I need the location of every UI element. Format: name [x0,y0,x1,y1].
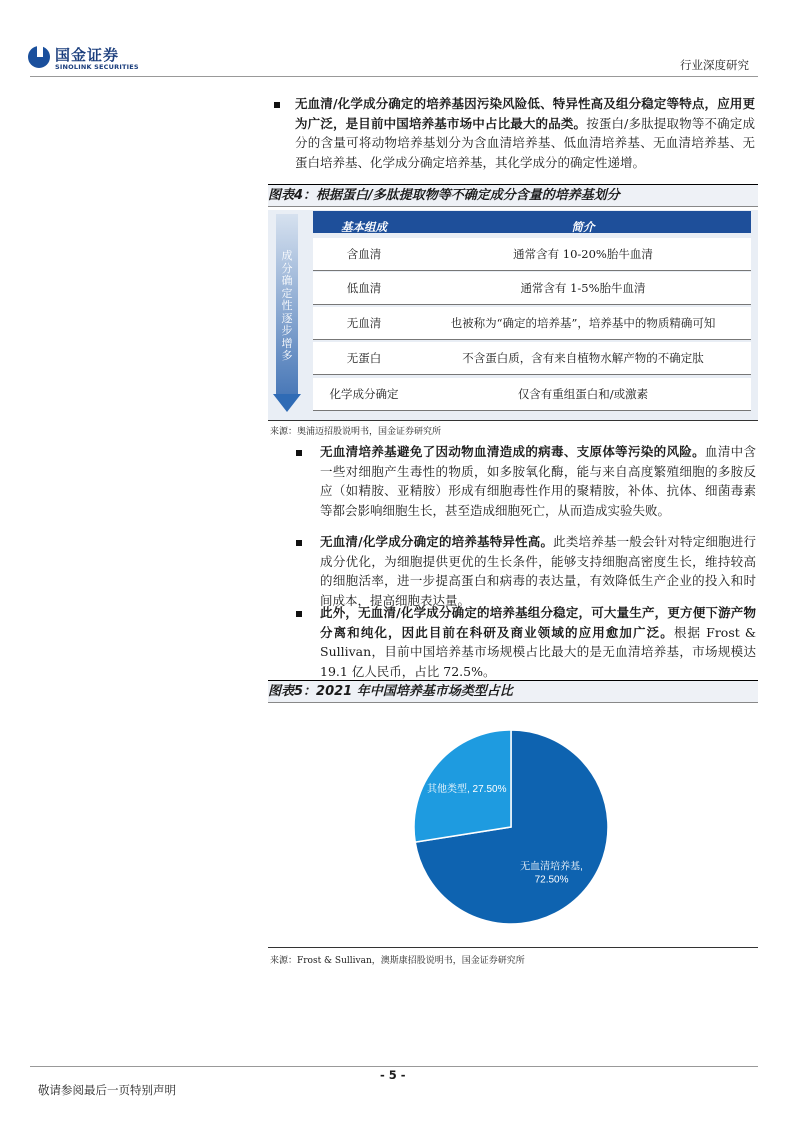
bullet3-normal: 根据 Frost & Sullivan，目前中国培养基市场规模占比最大的是无血清培养基，市场规模达 19.1 亿人民币，占比 72.5%。 [320,624,756,679]
logo-mark-icon [28,46,50,68]
row-desc: 仅含有重组蛋白和/或激素 [517,387,649,401]
row-type: 低血清 [346,281,382,295]
row-type: 无血清 [346,316,382,330]
intro-normal: 按蛋白/多肽提取物等不确定成分的含量可将动物培养基划分为含血清培养基、低血清培养基、无血清培养基、无蛋白培养基、化学成分确定培养基，其化学成分的确定性递增。 [295,115,755,170]
bullet-icon [296,611,302,617]
row-type: 化学成分确定 [329,387,399,401]
figure4-source: 来源：奥浦迈招股说明书，国金证券研究所 [270,427,442,437]
pie-chart-area [268,706,758,946]
disclaimer-note: 敬请参阅最后一页特别声明 [38,1083,176,1097]
bullet2-normal: 此类培养基一般会针对特定细胞进行成分优化，为细胞提供更优的生长条件，能够支持细胞高密度生长，维持较高的细胞活率，进一步提高蛋白和病毒的表达量，有效降低生产企业的投入和时间成本，提高细胞表达量。 [320,534,756,608]
bullet2-bold: 无血清/化学成分确定的培养基特异性高。 [320,534,554,549]
arrow-down-icon [273,394,301,412]
header-divider [30,76,758,77]
table-header-row [313,211,751,233]
row-type: 含血清 [346,247,382,261]
intro-paragraph [295,94,755,172]
figure5-title: 图表5：2021 年中国培养基市场类型占比 [268,680,758,703]
table-row [313,307,751,340]
table-row [313,238,751,271]
table-bottom-rule [268,420,758,421]
bullet3-bold: 此外，无血清/化学成分确定的培养基组分稳定，可大量生产，更方便下游产物分离和纯化，因此目前在科研及商业领域的应用愈加广泛。 [320,605,756,640]
row-desc: 也被称为“确定的培养基”，培养基中的物质精确可知 [450,316,716,330]
figure4-title: 图表4：根据蛋白/多肽提取物等不确定成分含量的培养基划分 [268,184,758,207]
table-row [313,272,751,305]
bullet-paragraph-2 [320,532,756,610]
bullet-paragraph-3 [320,603,756,681]
row-type: 无蛋白 [346,351,382,365]
bullet1-bold: 无血清培养基避免了因动物血清造成的病毒、支原体等污染的风险。 [320,444,705,459]
intro-bold: 无血清/化学成分确定的培养基因污染风险低、特异性高及组分稳定等特点，应用更为广泛，是目前中国培养基市场中占比最大的品类。 [295,96,755,131]
arrow-label: 成分确定性逐步增多 [281,249,293,362]
report-type: 行业深度研究 [680,58,749,72]
figure5-source: 来源：Frost & Sullivan，澳斯康招股说明书，国金证券研究所 [270,956,525,966]
table-row [313,378,751,411]
bullet-paragraph-1 [320,442,756,520]
pie-data-label: 无血清培养基, 72.50% [520,861,583,886]
row-desc: 通常含有 10-20%胎牛血清 [513,247,653,261]
figure5-bottom-rule [268,947,758,948]
bullet-icon [296,540,302,546]
row-desc: 通常含有 1-5%胎牛血清 [520,281,646,295]
logo-en-text: SINOLINK SECURITIES [55,63,139,71]
table-header-desc: 简介 [571,220,595,234]
page-number: - 5 - [380,1068,406,1082]
logo-cn-text: 国金证券 [55,46,120,64]
table-header-type: 基本组成 [341,220,387,234]
bullet1-normal: 血清中含一些对细胞产生毒性的物质，如多胺氧化酶，能与来自高度繁殖细胞的多胺反应（如精胺、亚精胺）形成有细胞毒性作用的聚精胺，补体、抗体、细菌毒素等都会影响细胞生长，甚至造成细胞死亡，从而造成实验失败。 [320,444,756,518]
bullet-icon [274,102,280,108]
footer-divider [30,1066,758,1067]
company-logo [28,44,148,74]
bullet-icon [296,450,302,456]
pie-chart [268,706,758,946]
row-desc: 不含蛋白质，含有来自植物水解产物的不确定肽 [462,351,704,365]
table-row [313,342,751,375]
pie-data-label: 其他类型, 27.50% [427,784,507,796]
